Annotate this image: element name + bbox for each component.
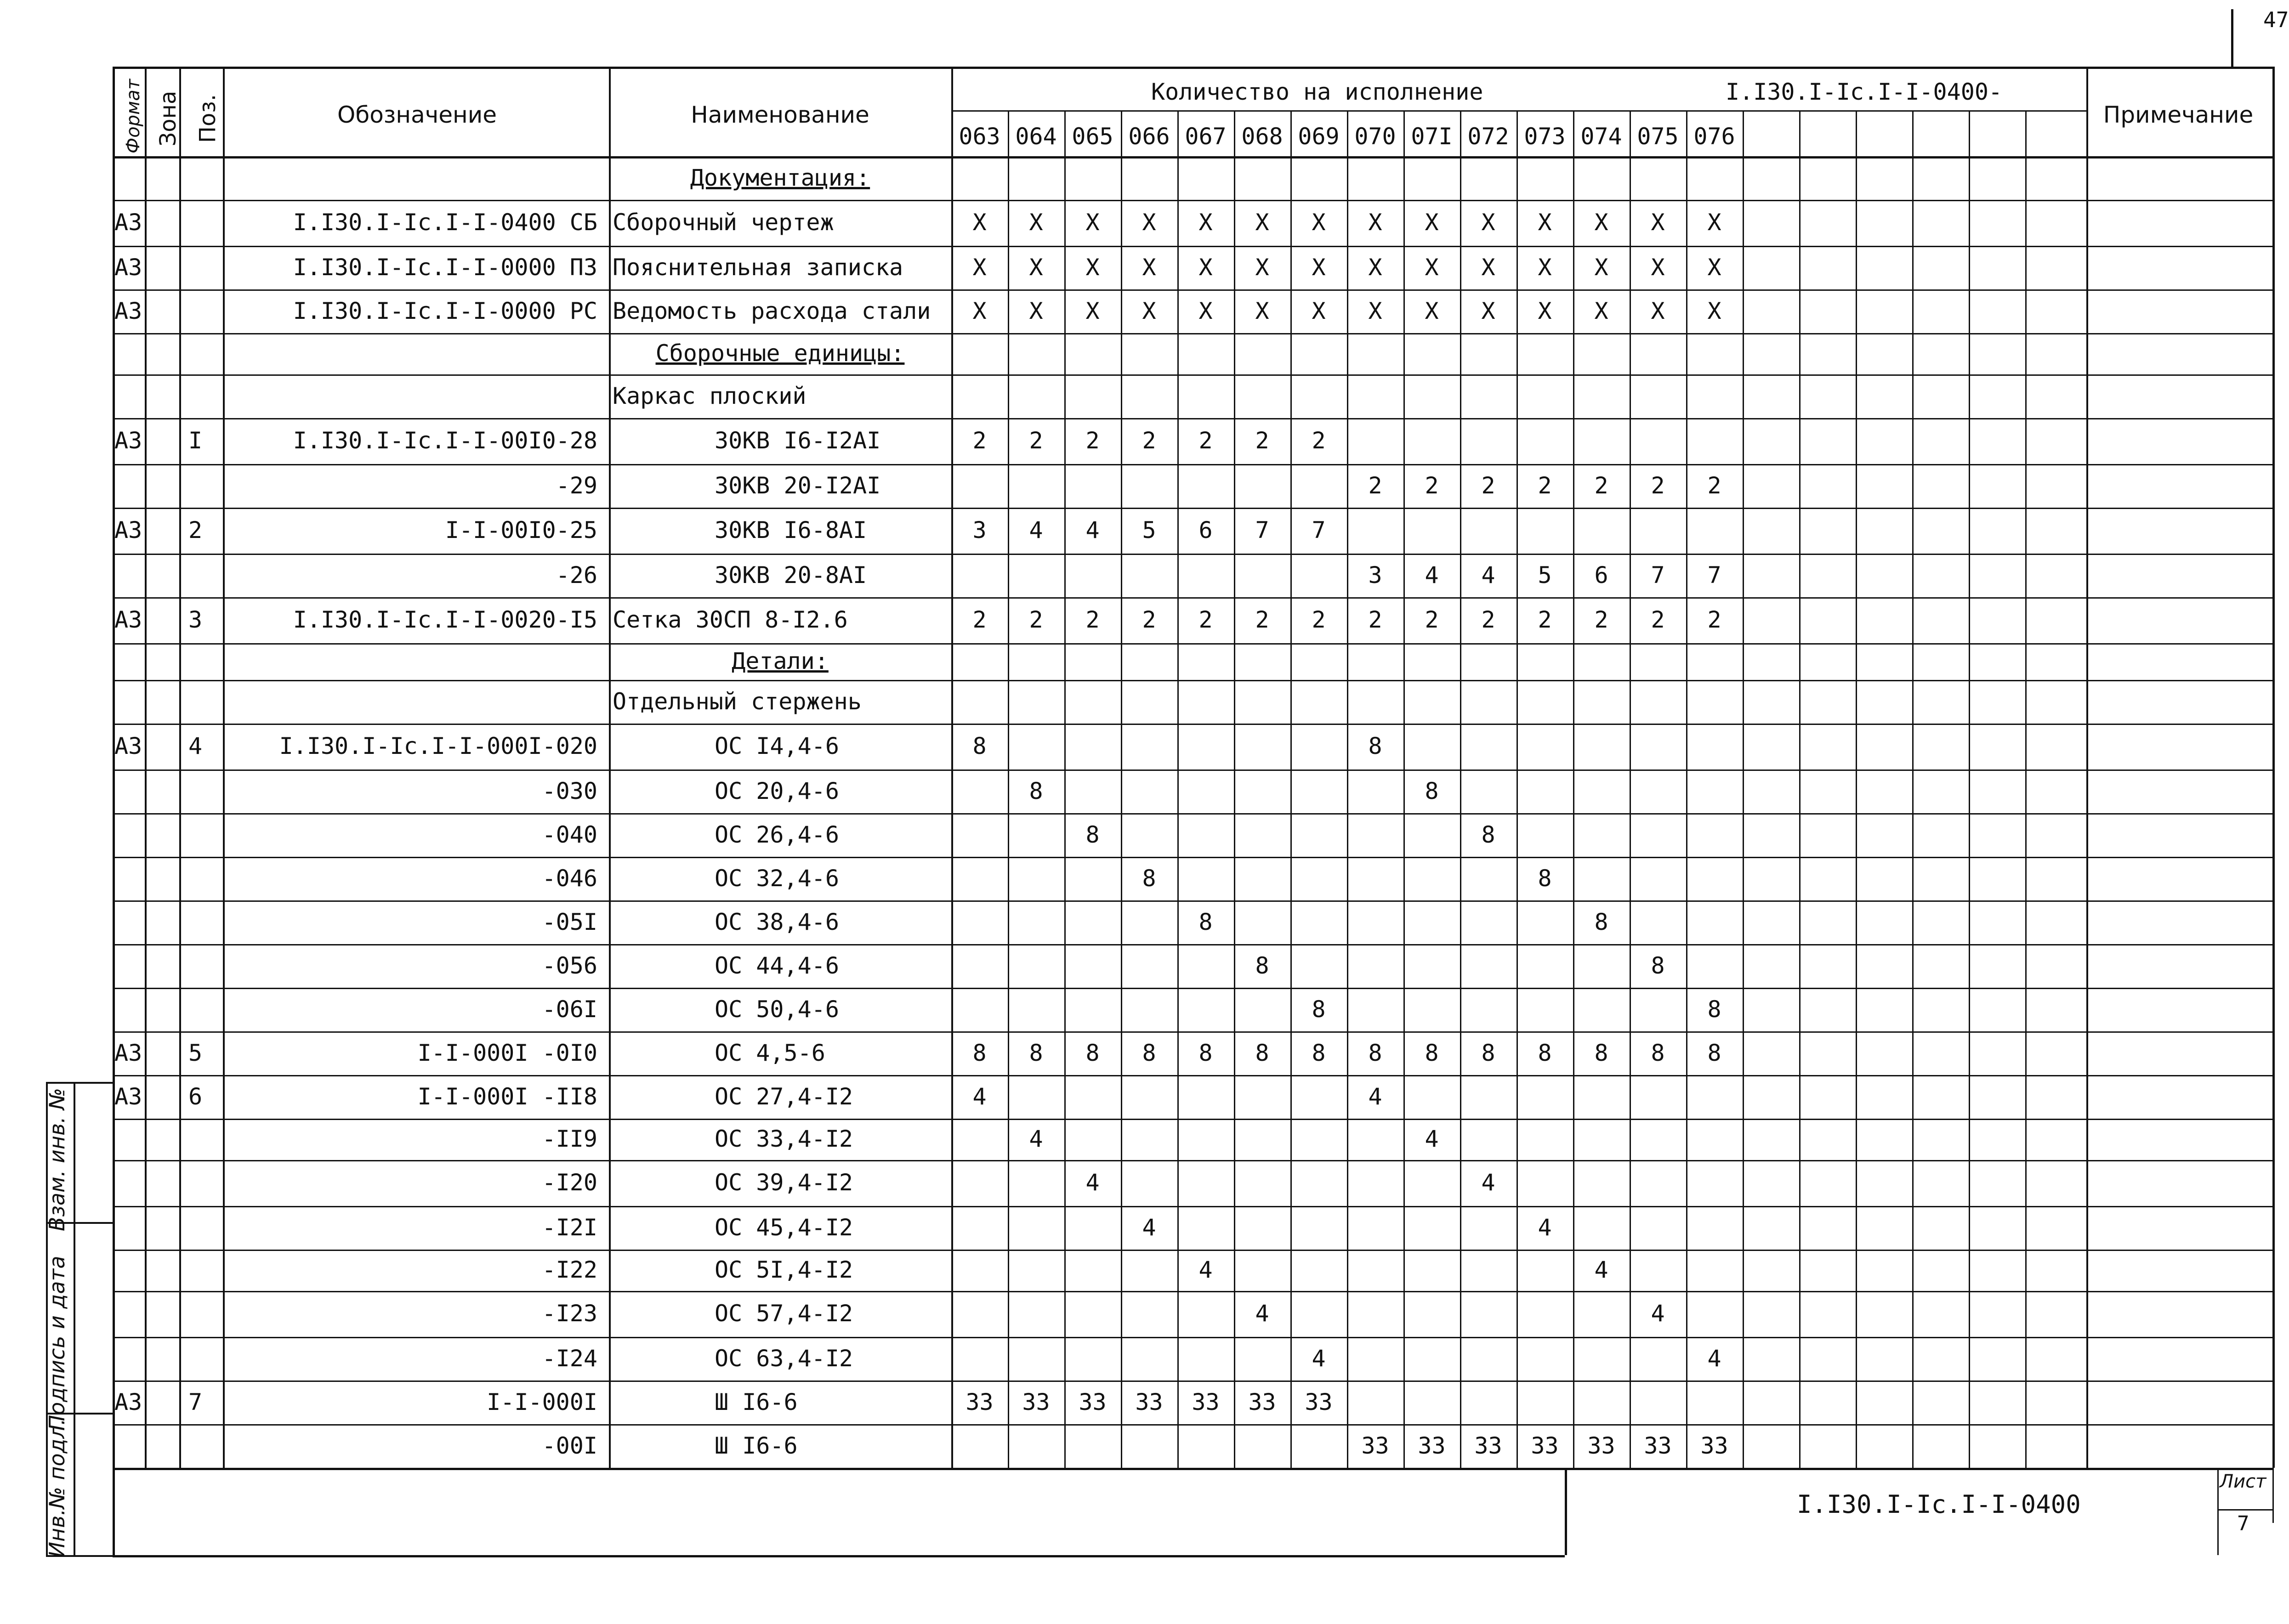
quantity-cell: 8 — [1085, 1040, 1100, 1066]
variant-header: 064 — [1015, 123, 1057, 150]
row-position: 7 — [188, 1389, 203, 1415]
quantity-cell: 8 — [972, 733, 987, 759]
quantity-cell: 2 — [1142, 427, 1156, 454]
quantity-cell: X — [1142, 298, 1156, 324]
row-designation: -29 — [556, 472, 597, 499]
quantity-cell: 2 — [1707, 472, 1721, 499]
section-heading: Сборочные единицы: — [655, 340, 905, 367]
quantity-cell: 8 — [1029, 778, 1043, 804]
quantity-cell: X — [1142, 254, 1156, 281]
grid-hline — [113, 597, 2272, 599]
quantity-cell: 4 — [1481, 562, 1495, 588]
quantity-cell: 2 — [1312, 427, 1326, 454]
quantity-cell: 4 — [1594, 1256, 1608, 1283]
quantity-cell: X — [1029, 254, 1043, 281]
quantity-cell: 33 — [1474, 1432, 1502, 1459]
row-format: А3 — [114, 209, 142, 236]
quantity-cell: X — [1594, 254, 1608, 281]
row-name: ОС 20,4-6 — [715, 778, 839, 804]
quantity-cell: 8 — [1368, 1040, 1382, 1066]
quantity-cell: 33 — [1361, 1432, 1389, 1459]
page-number: 47 — [2263, 7, 2289, 32]
row-designation: -040 — [542, 821, 597, 848]
variant-header: 074 — [1580, 123, 1622, 150]
row-name: Ш I6-6 — [715, 1389, 798, 1415]
row-name: ОС 26,4-6 — [715, 821, 839, 848]
sheet-label: Лист — [2220, 1471, 2266, 1492]
grid-hline — [113, 333, 2272, 334]
row-name: Отдельный стержень — [613, 688, 862, 715]
row-position: 6 — [188, 1083, 203, 1110]
variant-header: 073 — [1524, 123, 1566, 150]
grid-hline — [113, 1250, 2272, 1251]
quantity-cell: X — [972, 209, 987, 236]
row-position: I — [188, 427, 203, 454]
quantity-cell: X — [1312, 298, 1326, 324]
section-heading: Детали: — [732, 648, 829, 674]
header-quantity-title: Количество на исполнение — [1151, 79, 1483, 105]
quantity-cell: 4 — [1142, 1214, 1156, 1241]
quantity-cell: 4 — [1651, 1300, 1665, 1327]
row-name: ОС 5I,4-I2 — [715, 1256, 853, 1283]
row-format: А3 — [114, 606, 142, 633]
quantity-cell: 2 — [1651, 472, 1665, 499]
header-quantity-code: I.I30.I-Ic.I-I-0400- — [1726, 79, 2003, 105]
quantity-cell: X — [1085, 298, 1100, 324]
header-name: Наименование — [691, 102, 869, 128]
grid-hline — [113, 1031, 2272, 1033]
quantity-cell: 4 — [1312, 1345, 1326, 1372]
variant-header: 066 — [1128, 123, 1170, 150]
quantity-cell: 4 — [1029, 517, 1043, 543]
row-format: А3 — [114, 733, 142, 759]
row-name: Ш I6-6 — [715, 1432, 798, 1459]
row-designation: I.I30.I-Ic.I-I-0000 РС — [293, 298, 597, 324]
grid-vline — [223, 67, 225, 1468]
row-position: 3 — [188, 606, 203, 633]
row-name: ОС I4,4-6 — [715, 733, 839, 759]
quantity-cell: 6 — [1594, 562, 1608, 588]
row-designation: I-I-000I — [487, 1389, 597, 1415]
row-format: А3 — [114, 1083, 142, 1110]
quantity-cell: 4 — [1029, 1126, 1043, 1152]
quantity-cell: 8 — [1481, 1040, 1495, 1066]
grid-hline — [2217, 1509, 2272, 1511]
grid-hline — [113, 900, 2272, 902]
grid-vline — [1856, 110, 1857, 1468]
header-zone: Зона — [155, 91, 181, 147]
quantity-cell: 8 — [1255, 1040, 1269, 1066]
quantity-cell: 4 — [1538, 1214, 1552, 1241]
grid-hline — [113, 289, 2272, 291]
row-name: ОС 33,4-I2 — [715, 1126, 853, 1152]
row-designation: -06I — [542, 996, 597, 1023]
quantity-cell: X — [1651, 254, 1665, 281]
row-format: А3 — [114, 298, 142, 324]
grid-hline — [113, 1160, 2272, 1161]
quantity-cell: X — [1481, 298, 1495, 324]
quantity-cell: 33 — [1135, 1389, 1163, 1415]
quantity-cell: 4 — [1707, 1345, 1721, 1372]
quantity-cell: 2 — [1538, 606, 1552, 633]
variant-header: 076 — [1693, 123, 1735, 150]
row-designation: -26 — [556, 562, 597, 588]
quantity-cell: 2 — [1425, 606, 1439, 633]
header-note: Примечание — [2103, 102, 2254, 128]
quantity-cell: 2 — [1142, 606, 1156, 633]
grid-vline — [2025, 110, 2027, 1468]
section-heading: Документация: — [690, 164, 870, 191]
quantity-cell: 2 — [1198, 427, 1213, 454]
quantity-cell: X — [1594, 298, 1608, 324]
quantity-cell: X — [1198, 298, 1213, 324]
row-format: А3 — [114, 517, 142, 543]
row-designation: -046 — [542, 865, 597, 892]
quantity-cell: 4 — [1425, 562, 1439, 588]
quantity-cell: 33 — [1531, 1432, 1559, 1459]
quantity-cell: 4 — [1481, 1169, 1495, 1196]
quantity-cell: 8 — [972, 1040, 987, 1066]
quantity-cell: 2 — [972, 606, 987, 633]
quantity-cell: 8 — [1538, 865, 1552, 892]
grid-hline — [113, 418, 2272, 419]
quantity-cell: X — [1481, 254, 1495, 281]
variant-header: 070 — [1354, 123, 1396, 150]
row-position: 2 — [188, 517, 203, 543]
quantity-cell: 2 — [1198, 606, 1213, 633]
stamp-inv-orig: Инв.№ подл. — [45, 1418, 69, 1558]
quantity-cell: 33 — [1305, 1389, 1333, 1415]
quantity-cell: 4 — [1425, 1126, 1439, 1152]
row-name: Сборочный чертеж — [613, 209, 834, 236]
quantity-cell: 2 — [1538, 472, 1552, 499]
quantity-cell: X — [1538, 298, 1552, 324]
quantity-cell: X — [972, 298, 987, 324]
grid-vline — [2231, 9, 2233, 67]
grid-vline — [1743, 110, 1744, 1468]
quantity-cell: 2 — [1481, 472, 1495, 499]
grid-vline — [1565, 1468, 1567, 1555]
row-designation: I.I30.I-Ic.I-I-00I0-28 — [293, 427, 597, 454]
quantity-cell: X — [1312, 254, 1326, 281]
grid-hline — [113, 1381, 2272, 1382]
grid-hline — [113, 554, 2272, 555]
row-designation: I-I-000I -II8 — [417, 1083, 597, 1110]
row-designation: I-I-00I0-25 — [445, 517, 597, 543]
row-name: ОС 39,4-I2 — [715, 1169, 853, 1196]
grid-hline — [113, 680, 2272, 681]
quantity-cell: 2 — [1085, 606, 1100, 633]
variant-header: 069 — [1298, 123, 1340, 150]
grid-hline — [113, 1119, 2272, 1120]
quantity-cell: 4 — [1085, 517, 1100, 543]
quantity-cell: X — [1255, 254, 1269, 281]
quantity-cell: 8 — [1594, 1040, 1608, 1066]
quantity-cell: 6 — [1198, 517, 1213, 543]
quantity-cell: X — [972, 254, 987, 281]
row-designation: I.I30.I-Ic.I-I-0020-I5 — [293, 606, 597, 633]
row-designation: I.I30.I-Ic.I-I-0400 СБ — [293, 209, 597, 236]
row-format: А3 — [114, 1389, 142, 1415]
row-name: Пояснительная записка — [613, 254, 903, 281]
quantity-cell: X — [1425, 298, 1439, 324]
quantity-cell: 2 — [1594, 606, 1608, 633]
grid-hline — [113, 1337, 2272, 1338]
quantity-cell: 4 — [1085, 1169, 1100, 1196]
row-designation: -05I — [542, 909, 597, 935]
quantity-cell: 33 — [1700, 1432, 1728, 1459]
row-name: ОС 50,4-6 — [715, 996, 839, 1023]
quantity-cell: 2 — [1707, 606, 1721, 633]
quantity-cell: 5 — [1538, 562, 1552, 588]
row-format: А3 — [114, 254, 142, 281]
grid-hline — [113, 724, 2272, 725]
row-designation: -I20 — [542, 1169, 597, 1196]
grid-hline — [113, 643, 2272, 645]
quantity-cell: 8 — [1255, 952, 1269, 979]
header-designation: Обозначение — [337, 102, 497, 128]
row-designation: -I24 — [542, 1345, 597, 1372]
quantity-cell: 8 — [1368, 733, 1382, 759]
quantity-cell: 33 — [1192, 1389, 1220, 1415]
row-position: 4 — [188, 733, 203, 759]
grid-hline — [113, 246, 2272, 247]
row-format: А3 — [114, 427, 142, 454]
quantity-cell: X — [1085, 209, 1100, 236]
quantity-cell: 3 — [972, 517, 987, 543]
row-name: ОС 38,4-6 — [715, 909, 839, 935]
row-position: 5 — [188, 1040, 203, 1066]
quantity-cell: 33 — [1418, 1432, 1446, 1459]
variant-header: 075 — [1637, 123, 1679, 150]
row-name: 30КВ I6-8АI — [715, 517, 867, 543]
quantity-cell: 33 — [966, 1389, 994, 1415]
grid-vline — [179, 67, 181, 1468]
row-designation: I-I-000I -0I0 — [417, 1040, 597, 1066]
grid-vline — [2272, 67, 2275, 1468]
grid-hline — [113, 1206, 2272, 1207]
quantity-cell: 8 — [1085, 821, 1100, 848]
row-name: ОС 45,4-I2 — [715, 1214, 853, 1241]
row-name: Ведомость расхода стали — [613, 298, 931, 324]
quantity-cell: X — [1029, 209, 1043, 236]
quantity-cell: 2 — [1425, 472, 1439, 499]
quantity-cell: 2 — [1255, 606, 1269, 633]
quantity-cell: 8 — [1707, 1040, 1721, 1066]
row-name: ОС 27,4-I2 — [715, 1083, 853, 1110]
stamp-replaces-inv: Взам. инв. № — [45, 1087, 69, 1232]
row-designation: I.I30.I-Ic.I-I-000I-020 — [279, 733, 597, 759]
row-designation: -II9 — [542, 1126, 597, 1152]
quantity-cell: 2 — [1029, 606, 1043, 633]
quantity-cell: X — [1538, 254, 1552, 281]
quantity-cell: 33 — [1248, 1389, 1276, 1415]
row-name: Сетка 30СП 8-I2.6 — [613, 606, 848, 633]
grid-vline — [2217, 1468, 2219, 1555]
quantity-cell: X — [1142, 209, 1156, 236]
quantity-cell: X — [1707, 209, 1721, 236]
quantity-cell: 8 — [1538, 1040, 1552, 1066]
quantity-cell: X — [1594, 209, 1608, 236]
grid-hline — [2217, 1468, 2272, 1469]
quantity-cell: 2 — [1594, 472, 1608, 499]
quantity-cell: X — [1312, 209, 1326, 236]
quantity-cell: 8 — [1029, 1040, 1043, 1066]
grid-vline — [1799, 110, 1801, 1468]
quantity-cell: 8 — [1425, 778, 1439, 804]
row-name: ОС 44,4-6 — [715, 952, 839, 979]
quantity-cell: 2 — [1368, 472, 1382, 499]
grid-hline — [113, 944, 2272, 945]
quantity-cell: 8 — [1142, 865, 1156, 892]
row-designation: -056 — [542, 952, 597, 979]
quantity-cell: 7 — [1312, 517, 1326, 543]
quantity-cell: 8 — [1651, 952, 1665, 979]
quantity-cell: X — [1707, 298, 1721, 324]
grid-hline — [113, 67, 2272, 69]
grid-hline — [113, 857, 2272, 858]
quantity-cell: 8 — [1594, 909, 1608, 935]
quantity-cell: 8 — [1198, 1040, 1213, 1066]
variant-header: 068 — [1241, 123, 1283, 150]
row-designation: -I23 — [542, 1300, 597, 1327]
quantity-cell: 2 — [1368, 606, 1382, 633]
quantity-cell: X — [1651, 209, 1665, 236]
quantity-cell: X — [1368, 254, 1382, 281]
variant-header: 07I — [1411, 123, 1453, 150]
quantity-cell: 2 — [1085, 427, 1100, 454]
quantity-cell: X — [1651, 298, 1665, 324]
quantity-cell: X — [1029, 298, 1043, 324]
quantity-cell: 2 — [1312, 606, 1326, 633]
quantity-cell: 4 — [972, 1083, 987, 1110]
sheet-number: 7 — [2237, 1512, 2249, 1535]
stamp-sign-date: Подпись и дата — [45, 1256, 69, 1431]
quantity-cell: 7 — [1707, 562, 1721, 588]
row-designation: -00I — [542, 1432, 597, 1459]
quantity-cell: 8 — [1707, 996, 1721, 1023]
grid-hline — [113, 374, 2272, 376]
grid-hline — [113, 1555, 1565, 1557]
quantity-cell: 33 — [1079, 1389, 1107, 1415]
row-name: 30КВ 20-I2АI — [715, 472, 881, 499]
quantity-cell: 2 — [1481, 606, 1495, 633]
quantity-cell: 33 — [1644, 1432, 1672, 1459]
grid-hline — [113, 508, 2272, 509]
title-block-code: I.I30.I-Ic.I-I-0400 — [1797, 1490, 2081, 1519]
row-name: ОС 57,4-I2 — [715, 1300, 853, 1327]
header-pos: Поз. — [195, 94, 221, 143]
grid-hline — [113, 200, 2272, 201]
grid-hline — [113, 813, 2272, 815]
quantity-cell: 4 — [1368, 1083, 1382, 1110]
quantity-cell: X — [1707, 254, 1721, 281]
grid-hline — [113, 464, 2272, 465]
quantity-cell: X — [1198, 254, 1213, 281]
grid-vline — [1969, 110, 1970, 1468]
variant-header: 063 — [959, 123, 1000, 150]
quantity-cell: 8 — [1312, 1040, 1326, 1066]
row-name: ОС 63,4-I2 — [715, 1345, 853, 1372]
quantity-cell: 7 — [1255, 517, 1269, 543]
grid-hline — [113, 1291, 2272, 1292]
quantity-cell: 8 — [1142, 1040, 1156, 1066]
quantity-cell: 4 — [1255, 1300, 1269, 1327]
variant-header: 067 — [1185, 123, 1227, 150]
row-name: 30КВ I6-I2АI — [715, 427, 881, 454]
quantity-cell: X — [1425, 209, 1439, 236]
quantity-cell: 3 — [1368, 562, 1382, 588]
quantity-cell: 8 — [1481, 821, 1495, 848]
row-format: А3 — [114, 1040, 142, 1066]
quantity-cell: 8 — [1425, 1040, 1439, 1066]
quantity-cell: X — [1085, 254, 1100, 281]
grid-hline — [113, 156, 2272, 158]
quantity-cell: 8 — [1198, 909, 1213, 935]
quantity-cell: 2 — [1651, 606, 1665, 633]
grid-hline — [113, 1468, 2272, 1470]
quantity-cell: 2 — [1029, 427, 1043, 454]
grid-vline — [74, 1082, 75, 1555]
quantity-cell: X — [1255, 298, 1269, 324]
quantity-cell: X — [1198, 209, 1213, 236]
variant-header: 065 — [1072, 123, 1113, 150]
quantity-cell: 33 — [1022, 1389, 1050, 1415]
row-designation: I.I30.I-Ic.I-I-0000 ПЗ — [293, 254, 597, 281]
grid-vline — [1912, 110, 1914, 1468]
quantity-cell: 2 — [972, 427, 987, 454]
quantity-cell: 5 — [1142, 517, 1156, 543]
quantity-cell: 33 — [1587, 1432, 1615, 1459]
quantity-cell: X — [1368, 298, 1382, 324]
quantity-cell: X — [1538, 209, 1552, 236]
quantity-cell: X — [1255, 209, 1269, 236]
variant-header: 072 — [1467, 123, 1509, 150]
grid-vline — [2272, 1468, 2274, 1523]
row-name: ОС 4,5-6 — [715, 1040, 825, 1066]
grid-hline — [113, 770, 2272, 771]
header-format: Формат — [123, 79, 144, 154]
quantity-cell: X — [1368, 209, 1382, 236]
quantity-cell: 8 — [1651, 1040, 1665, 1066]
row-name: 30КВ 20-8АI — [715, 562, 867, 588]
grid-hline — [113, 1424, 2272, 1426]
quantity-cell: 4 — [1198, 1256, 1213, 1283]
row-name: ОС 32,4-6 — [715, 865, 839, 892]
grid-vline — [609, 67, 611, 1468]
grid-hline — [113, 1075, 2272, 1076]
quantity-cell: X — [1425, 254, 1439, 281]
quantity-cell: 8 — [1312, 996, 1326, 1023]
row-designation: -I22 — [542, 1256, 597, 1283]
row-designation: -030 — [542, 778, 597, 804]
quantity-cell: 7 — [1651, 562, 1665, 588]
quantity-cell: X — [1481, 209, 1495, 236]
grid-vline — [2086, 67, 2088, 1468]
row-designation: -I2I — [542, 1214, 597, 1241]
row-name: Каркас плоский — [613, 383, 807, 409]
quantity-cell: 2 — [1255, 427, 1269, 454]
grid-hline — [113, 988, 2272, 989]
